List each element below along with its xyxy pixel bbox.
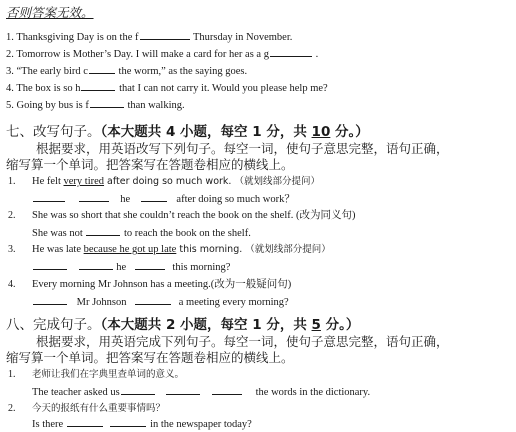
- section-score: 10: [311, 124, 331, 140]
- answer-text: She was not: [32, 228, 86, 239]
- answer-text: Is there: [32, 419, 66, 430]
- answer-blank[interactable]: [81, 81, 115, 91]
- answer-text: a meeting every morning?: [178, 297, 289, 308]
- section-info: （本大题共 2 小题，每空 1 分，共: [100, 317, 312, 333]
- answer-blank[interactable]: [135, 295, 171, 305]
- answer-blank[interactable]: [33, 260, 67, 270]
- item-5: [6, 98, 185, 112]
- answer-line: [32, 295, 289, 309]
- question-text: Every morning Mr Johnson has a meeting.(改为一般疑问句): [32, 279, 292, 290]
- answer-blank[interactable]: [33, 192, 65, 202]
- section-info: 分。）: [320, 317, 360, 333]
- question-number: 2.: [8, 403, 16, 414]
- item-1: [6, 30, 292, 44]
- answer-blank[interactable]: [141, 192, 167, 202]
- answer-line: [32, 417, 252, 431]
- answer-blank[interactable]: [212, 385, 242, 395]
- answer-text: this morning?: [172, 262, 231, 273]
- answer-blank[interactable]: [67, 417, 103, 427]
- item-text: Thursday in November.: [190, 32, 293, 43]
- section-8-title: [6, 317, 359, 333]
- section-8-instruction: 根据要求，用英语完成下列句子。每空一词，使句子意思完整，语句正确，: [36, 334, 449, 349]
- item-text: .: [312, 49, 319, 60]
- section-label: 七、改写句子。: [6, 124, 101, 140]
- answer-blank[interactable]: [166, 385, 200, 395]
- item-number: 5.: [6, 100, 14, 111]
- answer-line: [32, 385, 370, 399]
- section-info: （本大题共 4 小题，每空 1 分，共: [100, 124, 312, 140]
- question-text: [32, 175, 320, 188]
- answer-text: after doing so much work？: [176, 194, 295, 205]
- section-7-instruction: 缩写算一个单词。把答案写在答题卷相应的横线上。: [6, 157, 294, 172]
- text: He felt: [32, 176, 64, 187]
- answer-blank[interactable]: [121, 385, 155, 395]
- section-7-title: [6, 124, 369, 140]
- question-number: 4.: [8, 279, 16, 290]
- item-number: 1.: [6, 32, 14, 43]
- section-score: 5: [311, 317, 321, 333]
- question-text: [32, 243, 331, 256]
- answer-blank[interactable]: [79, 260, 113, 270]
- item-number: 2.: [6, 49, 14, 60]
- answer-blank[interactable]: [135, 260, 165, 270]
- item-text: “The early bird c: [16, 66, 88, 77]
- answer-text: the words in the dictionary.: [255, 387, 371, 398]
- answer-text: Mr Johnson: [76, 297, 127, 308]
- item-number: 4.: [6, 83, 14, 94]
- text: this morning. （就划线部分提问）: [176, 244, 331, 255]
- section-7-instruction: 根据要求，用英语改写下列句子。每空一词，使句子意思完整，语句正确，: [36, 141, 449, 156]
- answer-blank[interactable]: [86, 226, 120, 236]
- answer-line: [32, 192, 295, 206]
- answer-blank[interactable]: [110, 417, 146, 427]
- answer-text: The teacher asked us: [32, 387, 120, 398]
- question-text: She was so short that she couldn’t reach the book on the shelf. (改为同义句): [32, 210, 356, 221]
- item-text: The box is so h: [16, 83, 81, 94]
- text: He was late: [32, 244, 84, 255]
- answer-text: to reach the book on the shelf.: [121, 228, 251, 239]
- item-number: 3.: [6, 66, 14, 77]
- section-info: 分。）: [330, 124, 369, 140]
- item-text: Thanksgiving Day is on the f: [16, 32, 139, 43]
- answer-blank[interactable]: [90, 98, 124, 108]
- item-2: [6, 47, 318, 61]
- section-label: 八、完成句子。: [6, 317, 101, 333]
- answer-blank[interactable]: [79, 192, 109, 202]
- warning-text: 否则答案无效。: [6, 5, 94, 20]
- item-text: the worm,” as the saying goes.: [115, 66, 248, 77]
- item-text: Going by bus is f: [16, 100, 89, 111]
- underlined-text: because he got up late: [83, 244, 177, 255]
- item-text: that I can not carry it. Would you please help me?: [116, 83, 328, 94]
- underlined-text: very tired: [63, 176, 105, 187]
- answer-text: he: [120, 194, 131, 205]
- question-number: 1.: [8, 176, 16, 187]
- section-8-instruction: 缩写算一个单词。把答案写在答题卷相应的横线上。: [6, 350, 294, 365]
- item-text: Tomorrow is Mother’s Day. I will make a card for her as a g: [16, 49, 269, 60]
- text: after doing so much work. （就划线部分提问）: [104, 176, 320, 187]
- answer-blank[interactable]: [33, 295, 67, 305]
- answer-blank[interactable]: [140, 30, 190, 40]
- answer-blank[interactable]: [89, 64, 115, 74]
- question-number: 2.: [8, 210, 16, 221]
- question-number: 1.: [8, 369, 16, 380]
- answer-blank[interactable]: [270, 47, 312, 57]
- answer-text: in the newspaper today?: [147, 419, 252, 430]
- question-text: 今天的报纸有什么重要事情吗？: [32, 403, 166, 414]
- answer-line: [32, 226, 251, 240]
- question-text: 老师让我们在字典里查单词的意义。: [32, 369, 185, 380]
- question-number: 3.: [8, 244, 16, 255]
- item-4: [6, 81, 328, 95]
- answer-text: he: [116, 262, 127, 273]
- item-text: than walking.: [124, 100, 185, 111]
- item-3: [6, 64, 247, 78]
- answer-line: [32, 260, 230, 274]
